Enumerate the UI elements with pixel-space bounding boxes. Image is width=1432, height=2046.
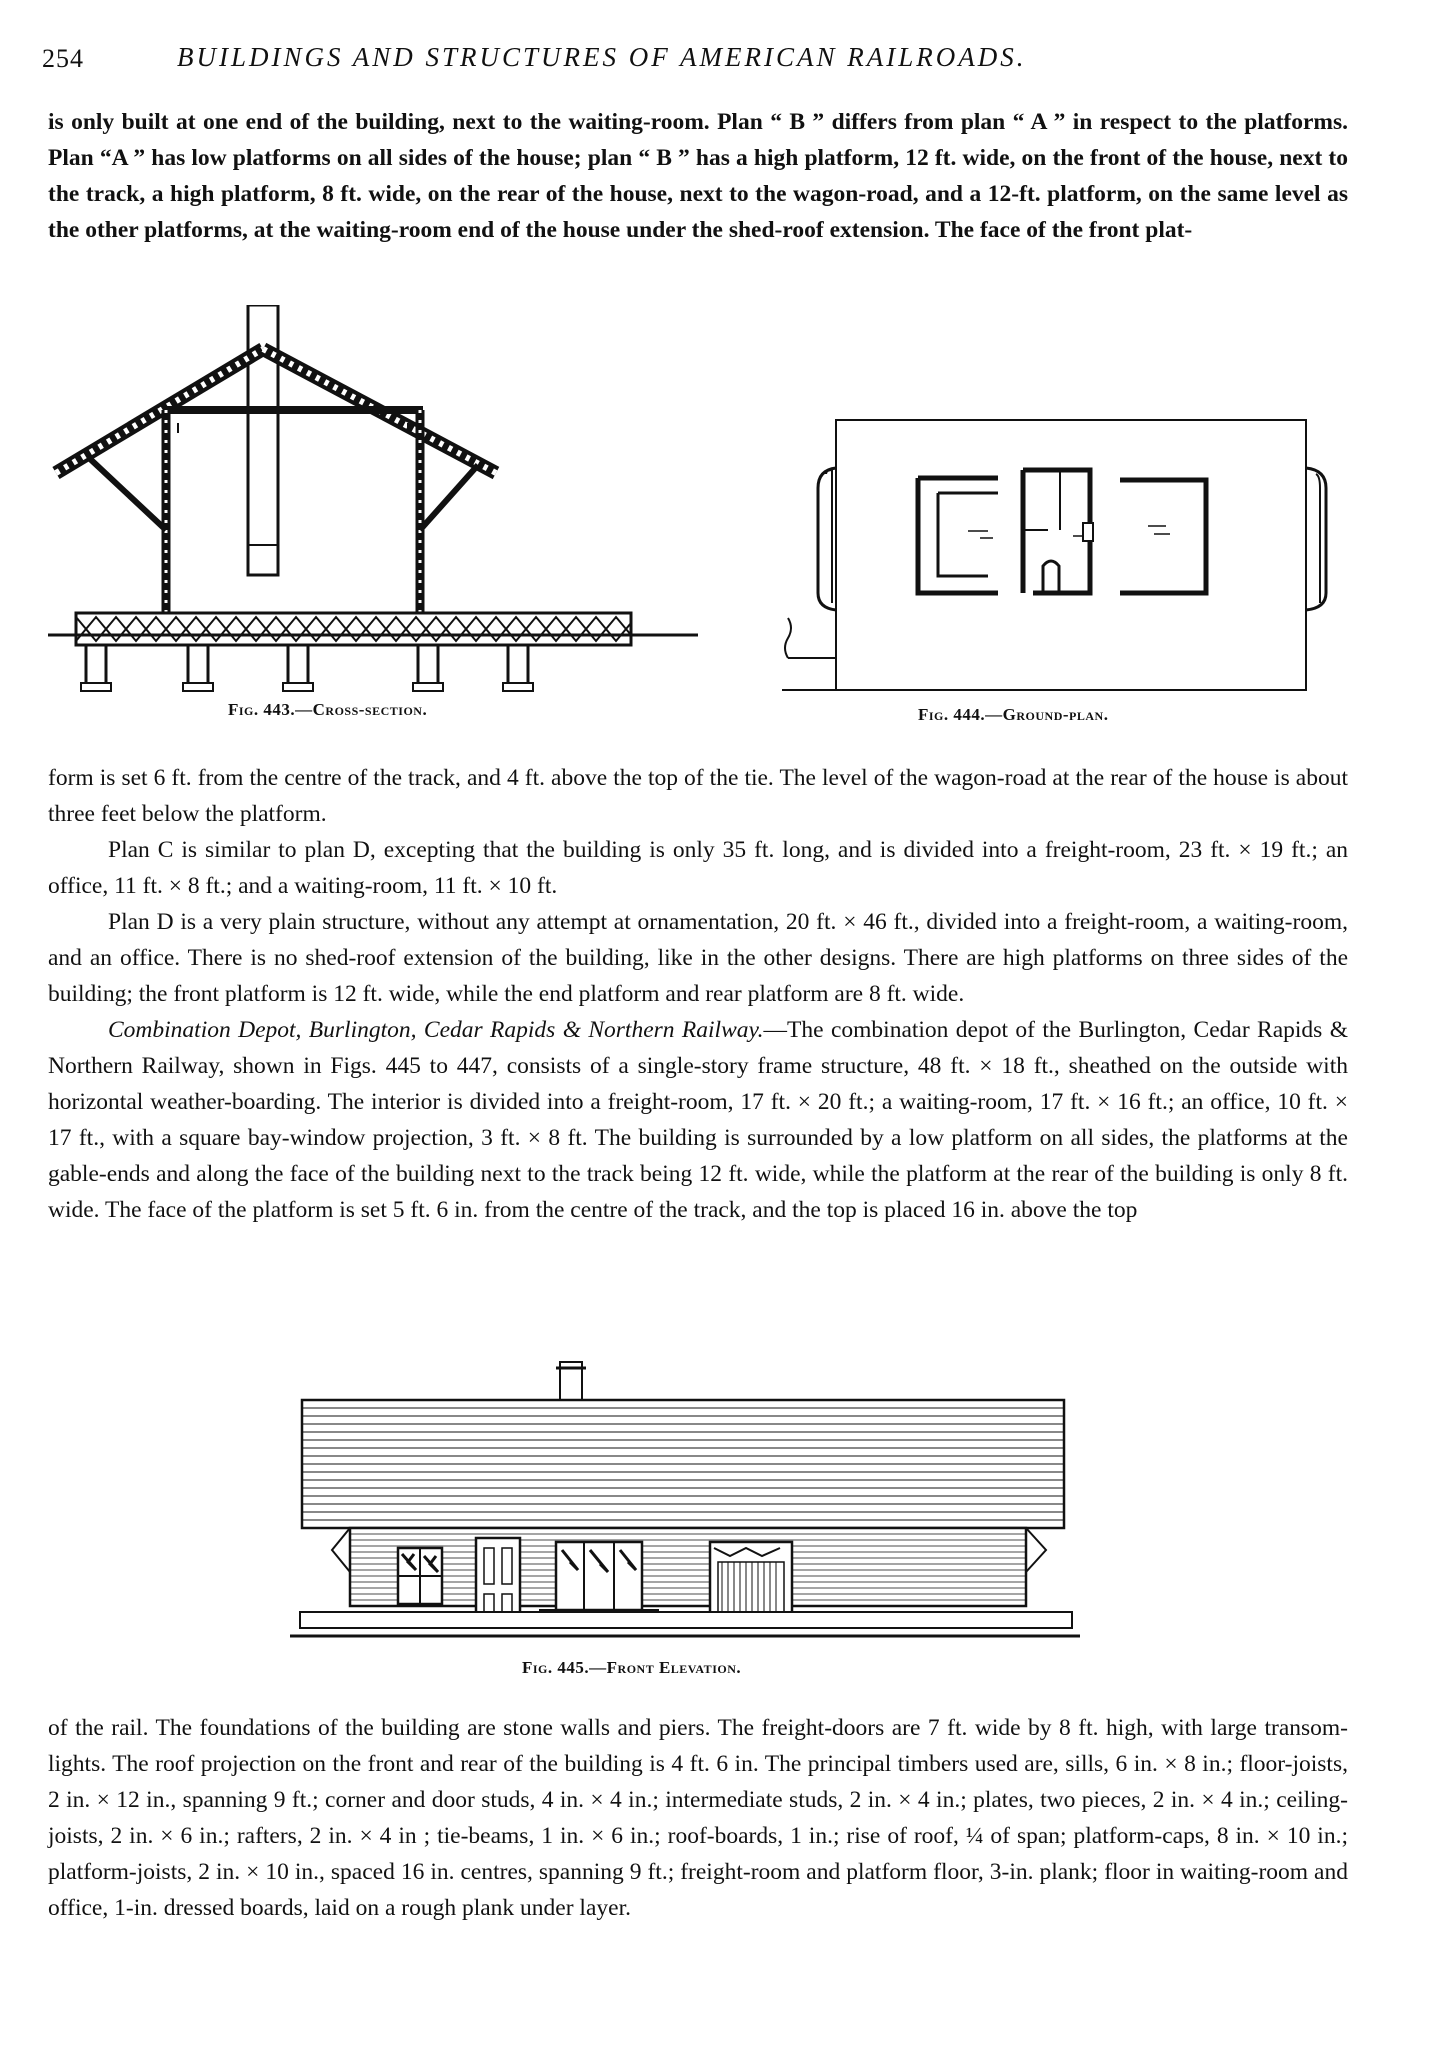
- ground-plan-drawing: [778, 418, 1358, 698]
- front-elevation-drawing: [290, 1350, 1080, 1640]
- page-number: 254: [42, 44, 84, 73]
- paragraph-5-body: —The combination depot of the Burlington, Cedar Rapids & Northern Railway, shown in Figs. 445 to 447, consists of a single-story frame structure, 48 ft. × 18 ft., sheathed on the outside with horizontal weather-boarding. The interior is divided into a freight-room, 17 ft. × 20 ft.; a waiting-room, 17 ft. × 16 ft.; an office, 10 ft. × 17 ft., with a square bay-window projection, 3 ft. × 8 ft. The building is surrounded by a low platform on all sides, the platforms at the gable-ends and along the face of the building next to the track being 12 ft. wide, while the platform at the rear of the building is only 8 ft. wide. The face of the platform is set 5 ft. 6 in. from the centre of the track, and the top is placed 16 in. above the top: [48, 1017, 1348, 1223]
- paragraph-1: [48, 104, 1348, 248]
- figure-443-title: —Cross-section.: [295, 700, 428, 719]
- figure-444-title: —Ground-plan.: [985, 705, 1109, 724]
- paragraph-6-text: of the rail. The foundations of the building are stone walls and piers. The freight-doors are 7 ft. wide by 8 ft. high, with large transom-lights. The roof projection on the front and rear of the building is 4 ft. 6 in. The principal timbers used are, sills, 6 in. × 8 in.; floor-joists, 2 in. × 12 in., spanning 9 ft.; corner and door studs, 4 in. × 4 in.; intermediate studs, 2 in. × 4 in.; plates, two pieces, 2 in. × 4 in.; ceiling-joists, 2 in. × 6 in.; rafters, 2 in. × 4 in ; tie-beams, 1 in. × 6 in.; roof-boards, 1 in.; rise of roof, ¼ of span; platform-caps, 8 in. × 10 in.; platform-joists, 2 in. × 10 in., spaced 16 in. centres, spanning 9 ft.; freight-room and platform floor, 3-in. plank; floor in waiting-room and office, 1-in. dressed boards, laid on a rough plank under layer.: [48, 1715, 1348, 1921]
- paragraph-3-text: Plan C is similar to plan D, excepting that the building is only 35 ft. long, and is divided into a freight-room, 23 ft. × 19 ft.; an office, 11 ft. × 8 ft.; and a waiting-room, 11 ft. × 10 ft.: [48, 837, 1348, 899]
- paragraph-1-text: is only built at one end of the building, next to the waiting-room. Plan “ B ” differs from plan “ A ” in respect to the platforms. Plan “A ” has low platforms on all sides of the house; plan “ B ” has a high platform, 12 ft. wide, on the front of the house, next to the track, a high platform, 8 ft. wide, on the rear of the house, next to the wagon-road, and a 12-ft. platform, on the same level as the other platforms, at the waiting-room end of the house under the shed-roof extension. The face of the front plat-: [48, 109, 1348, 243]
- figure-445-number: Fig. 445.: [522, 1658, 590, 1677]
- paragraph-group-2: [48, 760, 1348, 1228]
- figure-445-title: —Front Elevation.: [589, 1658, 742, 1677]
- figure-445-caption: [522, 1658, 741, 1678]
- running-title: BUILDINGS AND STRUCTURES OF AMERICAN RAILROADS.: [177, 42, 1027, 72]
- paragraph-4-text: Plan D is a very plain structure, without any attempt at ornamentation, 20 ft. × 46 ft., divided into a freight-room, a waiting-room, and an office. There is no shed-roof extension of the building, like in the other designs. There are high platforms on three sides of the building; the front platform is 12 ft. wide, while the end platform and rear platform are 8 ft. wide.: [48, 909, 1348, 1007]
- paragraph-5-title: Combination Depot, Burlington, Cedar Rapids & Northern Railway.: [108, 1017, 764, 1043]
- paragraph-2-text: form is set 6 ft. from the centre of the track, and 4 ft. above the top of the tie. The level of the wagon-road at the rear of the house is about three feet below the platform.: [48, 765, 1348, 827]
- cross-section-drawing: [48, 305, 708, 695]
- figure-444-number: Fig. 444.: [918, 705, 986, 724]
- figure-443-caption: [228, 700, 427, 720]
- paragraph-6: [48, 1710, 1348, 1926]
- paragraph-5: [48, 1012, 1348, 1228]
- figure-443-number: Fig. 443.: [228, 700, 296, 719]
- figure-444-caption: [918, 705, 1108, 725]
- page-header: [42, 38, 1382, 78]
